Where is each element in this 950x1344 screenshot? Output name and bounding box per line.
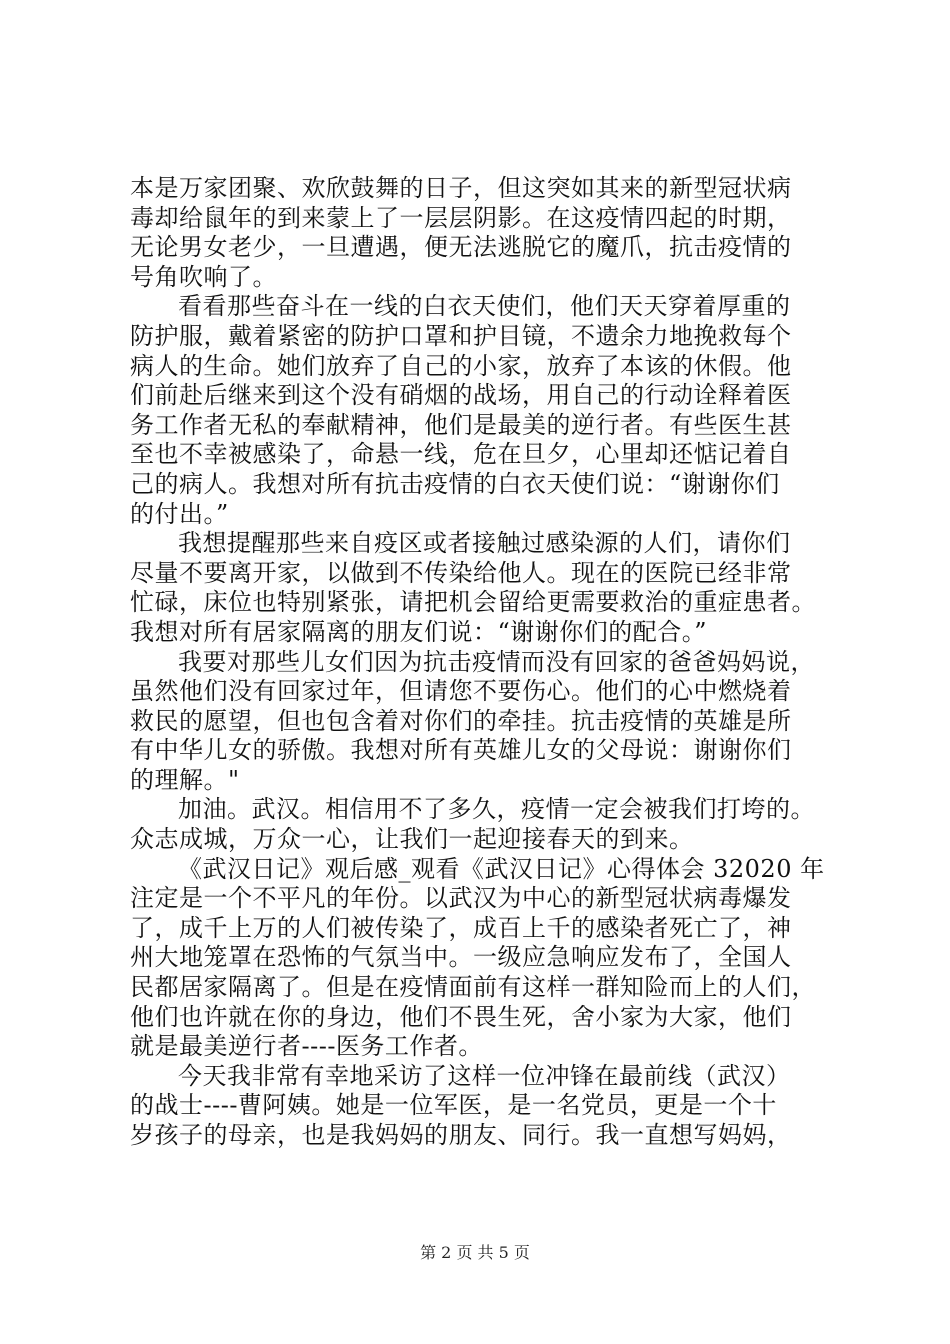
text-line: 他们也许就在你的身边，他们不畏生死，舍小家为大家，他们 <box>130 1002 792 1031</box>
text-line: 注定是一个不平凡的年份。以武汉为中心的新型冠状病毒爆发 <box>130 884 792 913</box>
text-line: 防护服，戴着紧密的防护口罩和护目镜，不遗余力地挽救每个 <box>130 321 792 350</box>
text-line: 看看那些奋斗在一线的白衣天使们，他们天天穿着厚重的 <box>178 292 791 321</box>
text-line: 救民的愿望，但也包含着对你们的牵挂。抗击疫情的英雄是所 <box>130 706 792 735</box>
text-line: 有中华儿女的骄傲。我想对所有英雄儿女的父母说：谢谢你们 <box>130 736 792 765</box>
text-line: 毒却给鼠年的到来蒙上了一层层阴影。在这疫情四起的时期， <box>130 203 792 232</box>
text-line: 本是万家团聚、欢欣鼓舞的日子，但这突如其来的新型冠状病 <box>130 174 792 202</box>
text-line: 们前赴后继来到这个没有硝烟的战场，用自己的行动诠释着医 <box>130 381 792 410</box>
text-line: 了，成千上万的人们被传染了，成百上千的感染者死亡了，神 <box>130 913 792 942</box>
text-line: 己的病人。我想对所有抗击疫情的白衣天使们说：“谢谢你们 <box>130 469 780 498</box>
text-line: 我要对那些儿女们因为抗击疫情而没有回家的爸爸妈妈说， <box>178 647 815 676</box>
text-line: 的战士----曹阿姨。她是一位军医，是一名党员，更是一个十 <box>130 1091 777 1120</box>
text-line: 无论男女老少，一旦遭遇，便无法逃脱它的魔爪，抗击疫情的 <box>130 233 792 262</box>
text-line: 就是最美逆行者----医务工作者。 <box>130 1032 483 1061</box>
text-line: 务工作者无私的奉献精神，他们是最美的逆行者。有些医生甚 <box>130 410 792 439</box>
text-line: 州大地笼罩在恐怖的气氛当中。一级应急响应发布了，全国人 <box>130 943 792 972</box>
text-line: 病人的生命。她们放弃了自己的小家，放弃了本该的休假。他 <box>130 351 792 380</box>
text-line: 我想对所有居家隔离的朋友们说：“谢谢你们的配合。” <box>130 617 708 646</box>
text-line: 的理解。" <box>130 765 240 794</box>
text-line: 尽量不要离开家，以做到不传染给他人。现在的医院已经非常 <box>130 558 792 587</box>
text-line: 众志成城，万众一心，让我们一起迎接春天的到来。 <box>130 825 694 854</box>
text-line: 岁孩子的母亲，也是我妈妈的朋友、同行。我一直想写妈妈， <box>130 1121 792 1149</box>
text-line: 今天我非常有幸地采访了这样一位冲锋在最前线（武汉） <box>178 1061 791 1090</box>
text-line: 至也不幸被感染了，命悬一线，危在旦夕，心里却还惦记着自 <box>130 440 792 469</box>
document-body <box>130 174 830 1151</box>
text-line: 的付出。” <box>130 499 229 528</box>
text-line: 《武汉日记》观后感_观看《武汉日记》心得体会 32020 年 <box>178 854 825 883</box>
page-footer: 第 2 页 共 5 页 <box>420 1243 530 1262</box>
text-line: 我想提醒那些来自疫区或者接触过感染源的人们，请你们 <box>178 529 791 558</box>
text-line: 号角吹响了。 <box>130 262 277 291</box>
text-line: 民都居家隔离了。但是在疫情面前有这样一群知险而上的人们， <box>130 973 816 1002</box>
text-line: 加油。武汉。相信用不了多久，疫情一定会被我们打垮的。 <box>178 795 815 824</box>
text-line: 虽然他们没有回家过年，但请您不要伤心。他们的心中燃烧着 <box>130 677 792 706</box>
text-line: 忙碌，床位也特别紧张，请把机会留给更需要救治的重症患者。 <box>130 588 816 617</box>
